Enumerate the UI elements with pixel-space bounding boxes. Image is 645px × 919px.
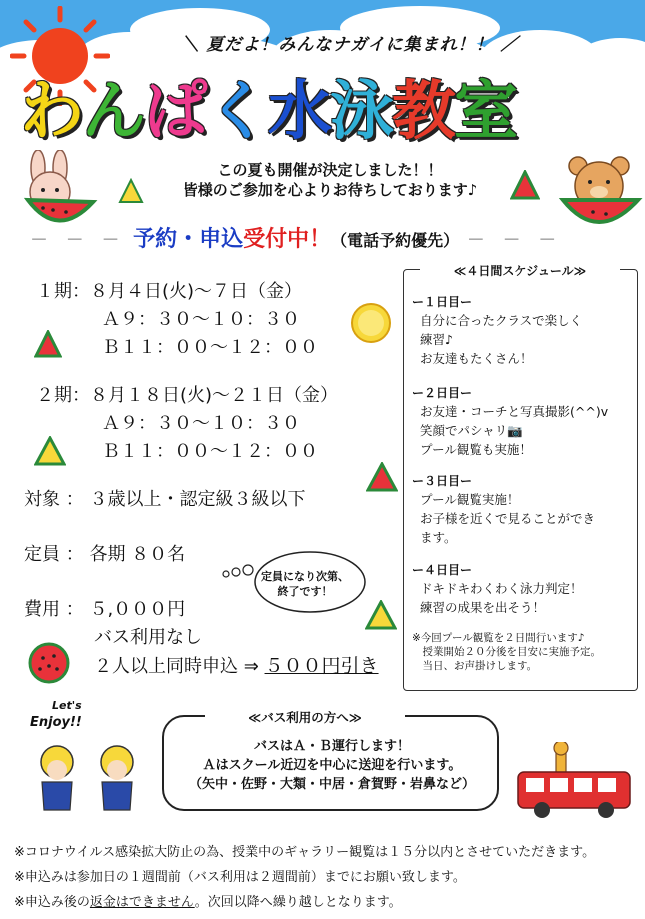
cloud-text <box>257 569 353 599</box>
schedule-day-title: ー２日目ー <box>412 386 473 400</box>
reservation-banner <box>30 222 620 254</box>
watermelon-slice-icon <box>34 330 62 358</box>
fee-block <box>24 596 379 681</box>
title-char: 室 <box>454 75 516 149</box>
footer-note-gallery: ※コロナウイルス感染拡大防止の為、授業中のギャラリー観覧は１５分以内とさせていただきます。 <box>14 845 596 860</box>
term1-block <box>36 278 318 362</box>
fee-discount-condition: ２人以上同時申込 ⇒ <box>94 656 265 677</box>
reservation-label: 予約・申込 <box>133 227 244 252</box>
title-char: 泳 <box>330 75 392 149</box>
bus-text <box>172 737 492 794</box>
footer-note-refund <box>14 891 402 910</box>
watermelon-slice-icon <box>118 178 144 204</box>
reservation-phone-priority: （電話予約優先） <box>331 231 460 250</box>
schedule-day-title: ー３日目ー <box>412 474 473 488</box>
bear-icon <box>558 152 643 232</box>
schedule-day-text: お友達・コーチと写真撮影(^^)v 笑顔でパシャリ📷 プール観覧も実施！ <box>420 404 609 457</box>
title-char: く <box>206 75 268 149</box>
fee-no-bus: バス利用なし <box>94 627 202 648</box>
title-char: ぱ <box>144 75 206 149</box>
schedule-day-title: ー４日目ー <box>412 563 473 577</box>
reservation-open-label: 受付中！ <box>243 227 332 252</box>
title-char: 教 <box>392 75 454 149</box>
schedule-day-text: プール観覧実施！ お子様を近くで見ることができ ます。 <box>420 492 596 545</box>
capacity-info: 定員 ： 各期 ８０名 <box>24 544 186 565</box>
cloud-line: 定員になり次第、 <box>261 570 349 583</box>
term1-slot-b: Ｂ１１：００～１２：００ <box>102 337 318 358</box>
bus-line: バスはＡ・Ｂ運行します！ <box>253 739 410 754</box>
lets-label: Let's <box>52 699 82 712</box>
fee-amount: 費用 ： ５,０００円 <box>24 599 186 620</box>
title-char: わ <box>20 75 82 149</box>
intro-line: 皆様のご参加を心よりお待ちしております♪ <box>182 181 478 199</box>
swimming-kids-icon <box>22 740 154 818</box>
refund-prefix: ※申込み後の <box>14 895 90 910</box>
bus-icon <box>512 742 636 820</box>
rabbit-icon <box>8 150 103 230</box>
page-title <box>20 60 640 155</box>
term1-dates: １期：８月４日(火)～７日（金） <box>36 281 303 302</box>
term2-dates: ２期：８月１８日(火)～２１日（金） <box>36 385 339 406</box>
refund-warning: 返金はできません <box>89 895 195 910</box>
intro-line: この夏も開催が決定しました！！ <box>217 161 443 179</box>
watermelon-slice-icon <box>366 462 398 492</box>
schedule-day-title: ー１日目ー <box>412 295 473 309</box>
title-char: ん <box>82 75 144 149</box>
bus-heading: ≪バス利用の方へ≫ <box>205 708 405 726</box>
watermelon-slice-icon <box>510 170 540 200</box>
fee-discount <box>24 652 379 681</box>
fee-discount-amount: ５００円引き <box>264 655 379 677</box>
schedule-heading: ≪４日間スケジュール≫ <box>420 262 620 279</box>
bus-line: Ａはスクール近辺を中心に送迎を行います。 <box>202 758 462 773</box>
watermelon-slice-icon <box>34 436 66 466</box>
schedule-day-text: ドキドキわくわく泳力判定！ 練習の成果を出そう！ <box>420 581 583 615</box>
term1-slot-a: Ａ９：３０～１０：３０ <box>102 309 300 330</box>
schedule-note: ※今回プール観覧を２日間行います♪ 授業開始２０分後を目安に実施予定。 当日、お声掛けします。 <box>412 632 601 672</box>
dash-right: － － － <box>466 230 563 251</box>
target-info: 対象 ： ３歳以上・認定級３級以下 <box>24 489 306 510</box>
watermelon-slice-icon <box>365 600 397 630</box>
bus-line: （矢中・佐野・大類・中居・倉賀野・岩鼻など） <box>188 777 475 792</box>
enjoy-label: Enjoy!! <box>30 715 82 730</box>
dash-left: － － － <box>30 230 126 251</box>
title-char: 水 <box>268 75 330 149</box>
tagline: ＼ 夏だよ！みんなナガイに集まれ！！ ／ <box>181 35 519 55</box>
footer-note-deadline: ※申込みは参加日の１週間前（バス利用は２週間前）までにお願い致します。 <box>14 870 466 885</box>
watermelon-icon <box>28 642 70 684</box>
refund-suffix: 。次回以降へ繰り越しとなります。 <box>194 895 402 910</box>
cloud-line: 終了です！ <box>277 585 333 598</box>
lemon-slice-icon <box>350 302 392 344</box>
term2-slot-a: Ａ９：３０～１０：３０ <box>102 413 300 434</box>
schedule-day-text: 自分に合ったクラスで楽しく 練習♪ お友達もたくさん！ <box>420 313 583 366</box>
intro-text <box>150 160 510 200</box>
term2-block <box>36 382 338 466</box>
term2-slot-b: Ｂ１１：００～１２：００ <box>102 441 318 462</box>
